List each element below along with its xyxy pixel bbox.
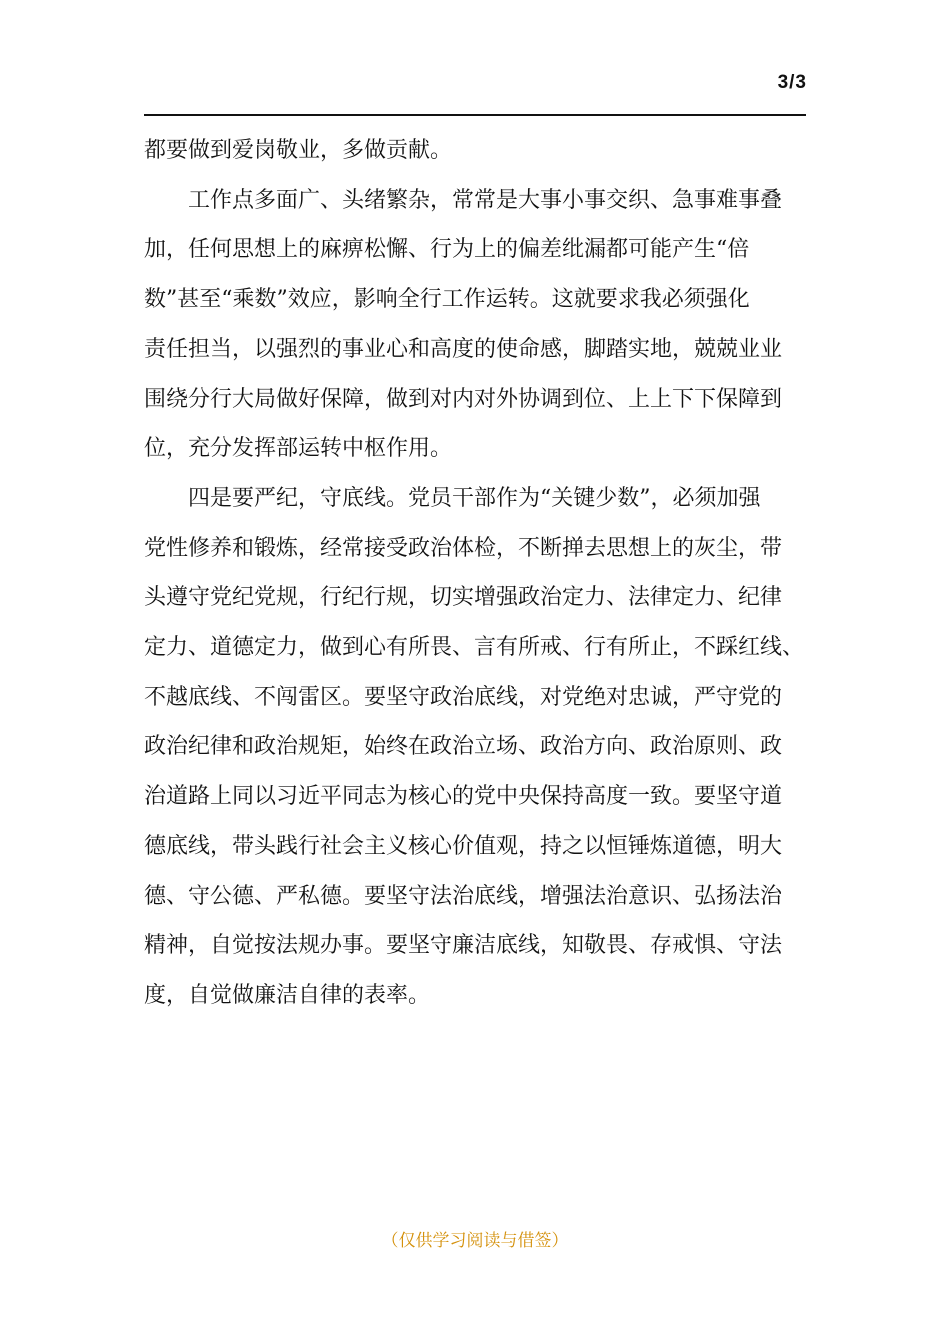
body-line: 不越底线、不闯雷区。要坚守政治底线，对党绝对忠诚，严守党的 (144, 684, 783, 710)
body-line: 度，自觉做廉洁自律的表率。 (144, 982, 431, 1008)
body-line: 德、守公德、严私德。要坚守法治底线，增强法治意识、弘扬法治 (144, 883, 783, 909)
document-body (144, 126, 824, 1021)
body-line: 治道路上同以习近平同志为核心的党中央保持高度一致。要坚守道 (144, 784, 783, 810)
body-line: 数”甚至“乘数”效应，影响全行工作运转。这就要求我必须强化 (144, 287, 750, 313)
body-line: 政治纪律和政治规矩，始终在政治立场、政治方向、政治原则、政 (144, 734, 783, 760)
footer-note: （仅供学习阅读与借签） (381, 1231, 569, 1251)
body-line: 工作点多面广、头绪繁杂，常常是大事小事交织、急事难事叠 (188, 187, 783, 213)
body-line: 四是要严纪，守底线。党员干部作为“关键少数”，必须加强 (188, 485, 761, 511)
body-line: 精神，自觉按法规办事。要坚守廉洁底线，知敬畏、存戒惧、守法 (144, 933, 783, 959)
body-line: 党性修养和锻炼，经常接受政治体检，不断掸去思想上的灰尘，带 (144, 535, 783, 561)
body-line: 头遵守党纪党规，行纪行规，切实增强政治定力、法律定力、纪律 (144, 585, 783, 611)
body-line: 位，充分发挥部运转中枢作用。 (144, 436, 453, 462)
page-number: 3/3 (777, 72, 807, 93)
header-rule (144, 114, 806, 116)
body-line: 围绕分行大局做好保障，做到对内对外协调到位、上上下下保障到 (144, 386, 783, 412)
body-line: 都要做到爱岗敬业，多做贡献。 (144, 138, 453, 163)
body-line: 责任担当，以强烈的事业心和高度的使命感，脚踏实地，兢兢业业 (144, 336, 783, 362)
body-line: 定力、道德定力，做到心有所畏、言有所戒、行有所止，不踩红线、 (144, 635, 805, 661)
body-line: 加，任何思想上的麻痹松懈、行为上的偏差纰漏都可能产生“倍 (144, 237, 750, 263)
body-line: 德底线，带头践行社会主义核心价值观，持之以恒锤炼道德，明大 (144, 833, 783, 859)
